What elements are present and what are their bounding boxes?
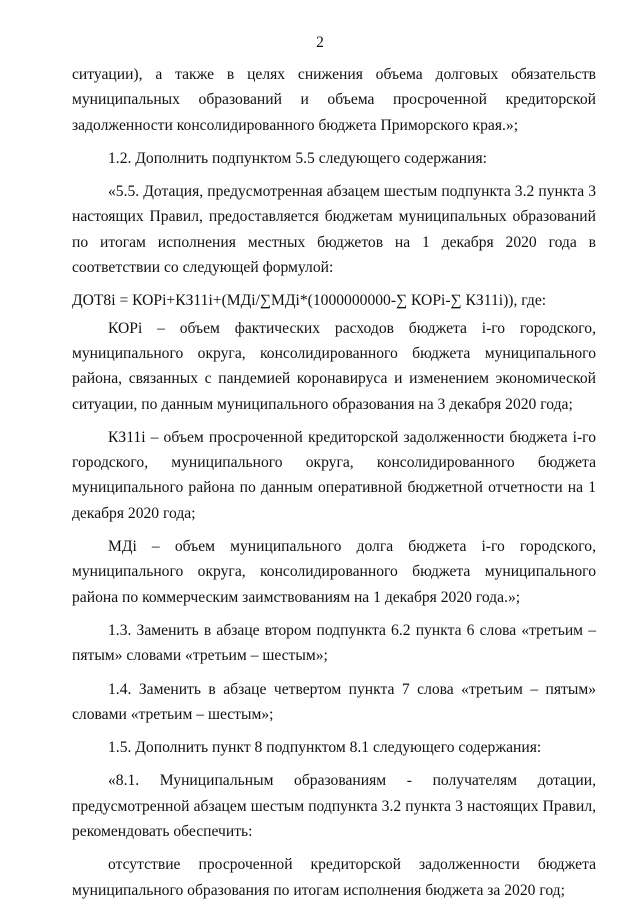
paragraph-item-1-4: 1.4. Заменить в абзаце четвертом пункта 7 слова «третьим – пятым» словами «третьим – шестым»;	[72, 680, 596, 723]
paragraph-item-1-5: 1.5. Дополнить пункт 8 подпунктом 8.1 следующего содержания:	[108, 739, 542, 757]
paragraph-continuation: ситуации), а также в целях снижения объема долговых обязательств муниципальных образований и объема просроченной кредиторской задолженности консолидированного бюджета Приморского края.»;	[72, 66, 596, 134]
paragraph-requirement: отсутствие просроченной кредиторской задолженности бюджета муниципального образования по итогам исполнения бюджета за 2020 год;	[72, 856, 596, 899]
paragraph-subitem-5-5: «5.5. Дотация, предусмотренная абзацем шестым подпункта 3.2 пункта 3 настоящих Правил, предоставляется бюджетам муниципальных образований по итогам исполнения местных бюджетов на 1 декабря 2020 года в соответствии со следующей формулой:	[72, 183, 596, 277]
paragraph-item-1-2: 1.2. Дополнить подпунктом 5.5 следующего содержания:	[108, 149, 487, 167]
definition-md: МДi – объем муниципального долга бюджета i-го городского, муниципального округа, консолидированного бюджета муниципального района по коммерческим заимствованиям на 1 декабря 2020 года.»;	[72, 538, 596, 606]
document-body	[72, 62, 596, 905]
page-number: 2	[316, 34, 324, 51]
definition-kor: КОРi – объем фактических расходов бюджета i-го городского, муниципального округа, консолидированного бюджета муниципального района, связанных с пандемией коронавируса и изменением экономической ситуации, по данным муниципального образования на 3 декабря 2020 года;	[72, 319, 596, 413]
formula-line: ДОТ8i = КОРi+КЗ11i+(МДi/∑МДi*(1000000000-∑ КОРi-∑ КЗ11i)), где:	[72, 292, 547, 310]
definition-kz11: КЗ11i – объем просроченной кредиторской задолженности бюджета i-го городского, муниципального округа, консолидированного бюджета муниципального района по данным оперативной бюджетной отчетности на 1 декабря 2020 года;	[72, 428, 596, 522]
paragraph-item-1-3: 1.3. Заменить в абзаце втором подпункта 6.2 пункта 6 слова «третьим – пятым» словами «третьим – шестым»;	[72, 621, 596, 665]
paragraph-subitem-8-1: «8.1. Муниципальным образованиям - получателям дотации, предусмотренной абзацем шестым подпункта 3.2 пункта 3 настоящих Правил, рекомендовать обеспечить:	[72, 772, 596, 841]
